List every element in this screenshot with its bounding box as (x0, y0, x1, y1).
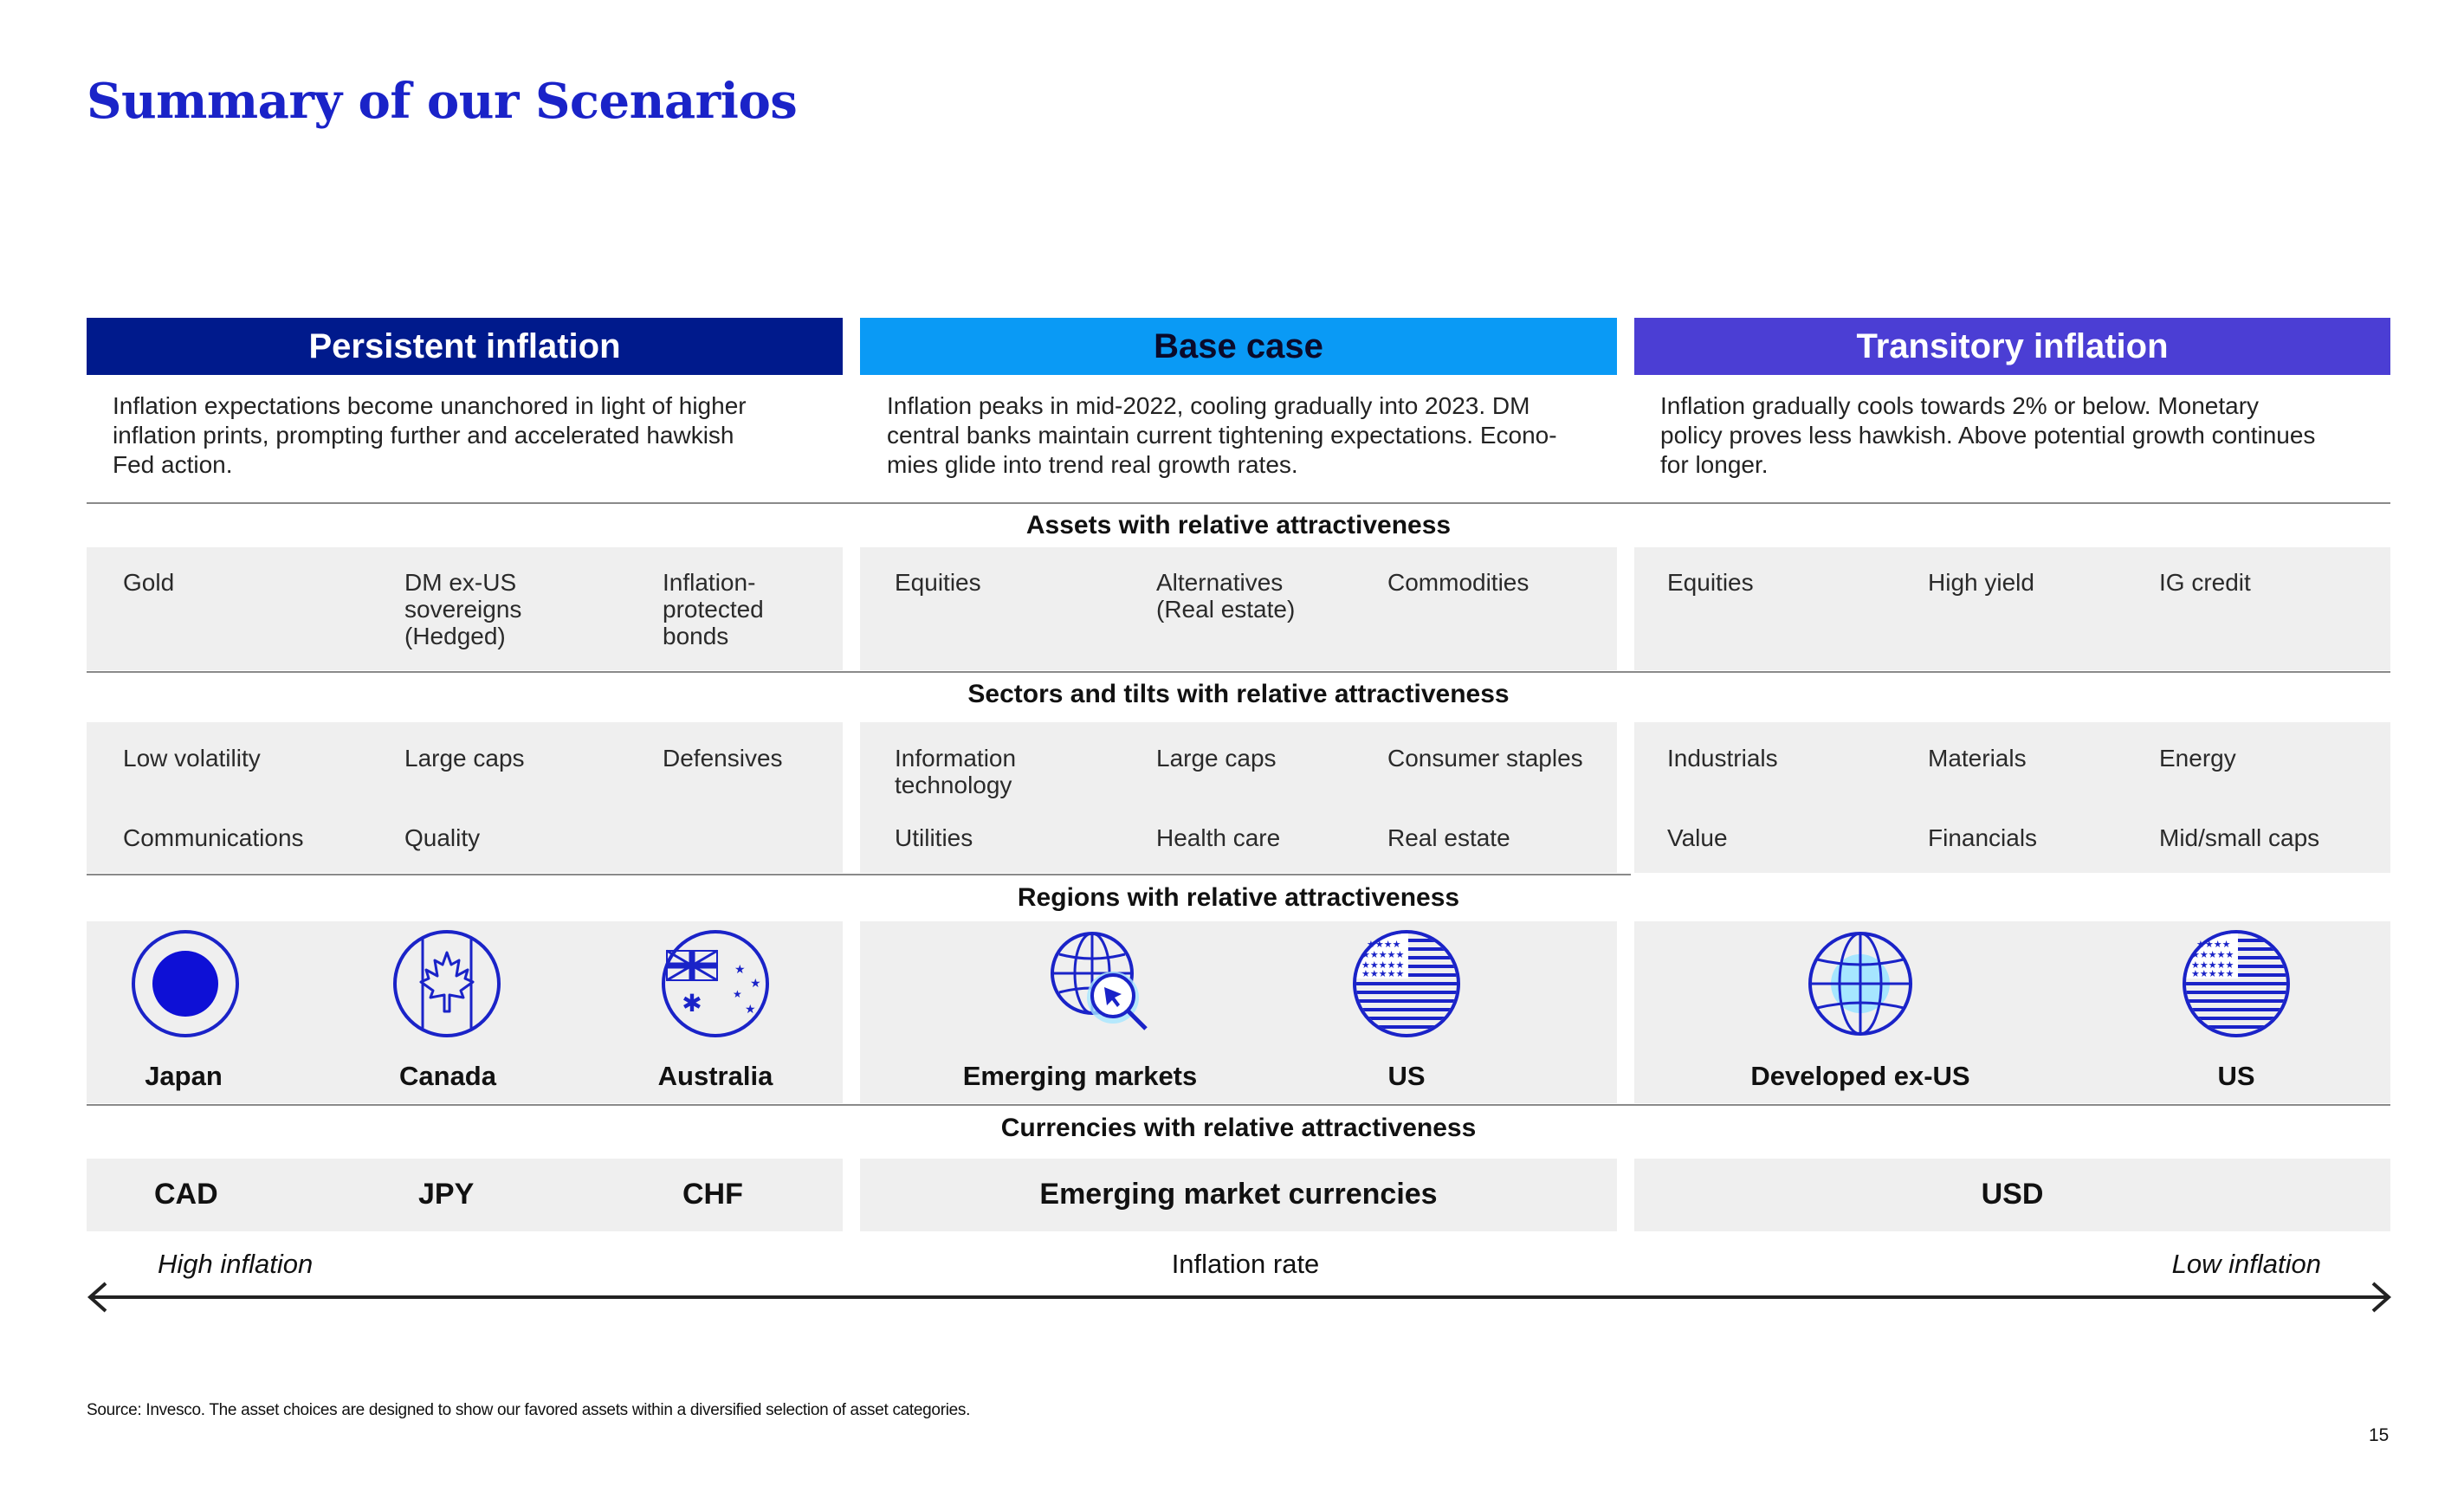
svg-text:★★★★★: ★★★★★ (2191, 960, 2234, 971)
svg-text:★★★★★: ★★★★★ (2191, 969, 2234, 979)
header-base-case: Base case (860, 318, 1617, 375)
desc-line: inflation prints, prompting further and accelerated hawkish (113, 422, 734, 449)
sector-item: Industrials (1667, 745, 1778, 772)
sector-item: Low volatility (123, 745, 261, 772)
sector-item: Large caps (404, 745, 525, 772)
asset-item: High yield (1928, 569, 2034, 596)
asset-item: Inflation- protected bonds (663, 569, 764, 649)
svg-text:★★★★★: ★★★★★ (1361, 969, 1405, 979)
region-label: Developed ex-US (1750, 1061, 1970, 1091)
desc-line: Inflation peaks in mid-2022, cooling gradually into 2023. DM (887, 392, 1530, 419)
svg-text:★: ★ (734, 962, 746, 976)
asset-item: DM ex-US sovereigns (Hedged) (404, 569, 522, 649)
svg-text:★★★★: ★★★★ (1367, 940, 1401, 950)
currency-item: JPY (418, 1178, 475, 1211)
sector-item: Health care (1156, 824, 1281, 851)
currency-item: Emerging market currencies (1039, 1178, 1438, 1211)
header-transitory-inflation: Transitory inflation (1634, 318, 2390, 375)
region-label: US (1387, 1061, 1426, 1091)
region-label: Australia (657, 1061, 773, 1091)
sector-item: Energy (2159, 745, 2236, 772)
divider (87, 1104, 2390, 1106)
sector-item: Information technology (895, 745, 1017, 798)
section-title-currencies: Currencies with relative attractiveness (1000, 1114, 1477, 1142)
sector-item: Materials (1928, 745, 2027, 772)
desc-line: for longer. (1660, 451, 1769, 478)
region-label: Japan (145, 1061, 223, 1091)
sector-item: Financials (1928, 824, 2038, 851)
axis-label-left: High inflation (158, 1249, 314, 1279)
desc-line: Inflation gradually cools towards 2% or below. Monetary (1660, 392, 2260, 419)
region-label: Canada (399, 1061, 496, 1091)
globe-icon (1805, 928, 1916, 1039)
region-label: Emerging markets (962, 1061, 1198, 1091)
svg-text:★: ★ (750, 976, 761, 990)
desc-base (887, 391, 1557, 480)
desc-line: central banks maintain current tightening expectations. Econo- (887, 422, 1557, 449)
canada-flag-icon (391, 928, 502, 1039)
japan-flag-icon (130, 928, 241, 1039)
header-persistent-inflation: Persistent inflation (87, 318, 843, 375)
svg-text:★: ★ (733, 988, 742, 1000)
sector-item: Defensives (663, 745, 783, 772)
svg-text:★★★★★: ★★★★★ (1361, 950, 1405, 960)
divider (87, 502, 2390, 504)
axis-label-right: Low inflation (2171, 1249, 2321, 1279)
asset-item: Alternatives (Real estate) (1156, 569, 1296, 623)
page-number: 15 (2369, 1425, 2390, 1445)
sector-item: Quality (404, 824, 481, 851)
globe-search-icon (1044, 925, 1161, 1043)
sector-item: Communications (123, 824, 304, 851)
sector-item: Utilities (895, 824, 973, 851)
asset-item: Commodities (1387, 569, 1529, 596)
svg-text:★★★★★: ★★★★★ (1361, 960, 1405, 971)
sector-item: Value (1667, 824, 1728, 851)
asset-item: Equities (895, 569, 981, 596)
sector-item: Mid/small caps (2159, 824, 2320, 851)
inflation-axis-arrow (83, 1278, 2396, 1316)
us-flag-icon (2181, 928, 2292, 1039)
svg-text:★★★★: ★★★★ (2196, 940, 2231, 950)
australia-flag-icon (660, 928, 771, 1039)
assets-transitory-box (1634, 547, 2390, 670)
us-flag-icon (1351, 928, 1462, 1039)
desc-line: Fed action. (113, 451, 233, 478)
page-title: Summary of our Scenarios (87, 73, 798, 130)
source-note: Source: Invesco. The asset choices are designed to show our favored assets within a diversified selection of asset categories. (87, 1401, 971, 1419)
divider (87, 671, 2390, 673)
section-title-sectors: Sectors and tilts with relative attractiveness (967, 680, 1510, 708)
svg-text:★: ★ (745, 1002, 756, 1016)
svg-text:★★★★★: ★★★★★ (2191, 950, 2234, 960)
desc-persistent (113, 391, 747, 480)
desc-transitory (1660, 391, 2315, 480)
desc-line: Inflation expectations become unanchored in light of higher (113, 392, 747, 419)
axis-label-center: Inflation rate (1171, 1249, 1320, 1279)
desc-line: mies glide into trend real growth rates. (887, 451, 1298, 478)
asset-item: Equities (1667, 569, 1754, 596)
sector-item: Large caps (1156, 745, 1277, 772)
sector-item: Real estate (1387, 824, 1510, 851)
asset-item: IG credit (2159, 569, 2251, 596)
currency-item: CAD (154, 1178, 218, 1211)
currency-item: CHF (682, 1178, 743, 1211)
section-title-regions: Regions with relative attractiveness (1017, 883, 1460, 912)
currency-item: USD (1981, 1178, 2044, 1211)
svg-text:✱: ✱ (682, 990, 702, 1017)
asset-item: Gold (123, 569, 175, 596)
sector-item: Consumer staples (1387, 745, 1583, 772)
desc-line: policy proves less hawkish. Above potential growth continues (1660, 422, 2316, 449)
divider (87, 874, 1631, 875)
region-label: US (2217, 1061, 2255, 1091)
section-title-assets: Assets with relative attractiveness (1025, 511, 1452, 539)
